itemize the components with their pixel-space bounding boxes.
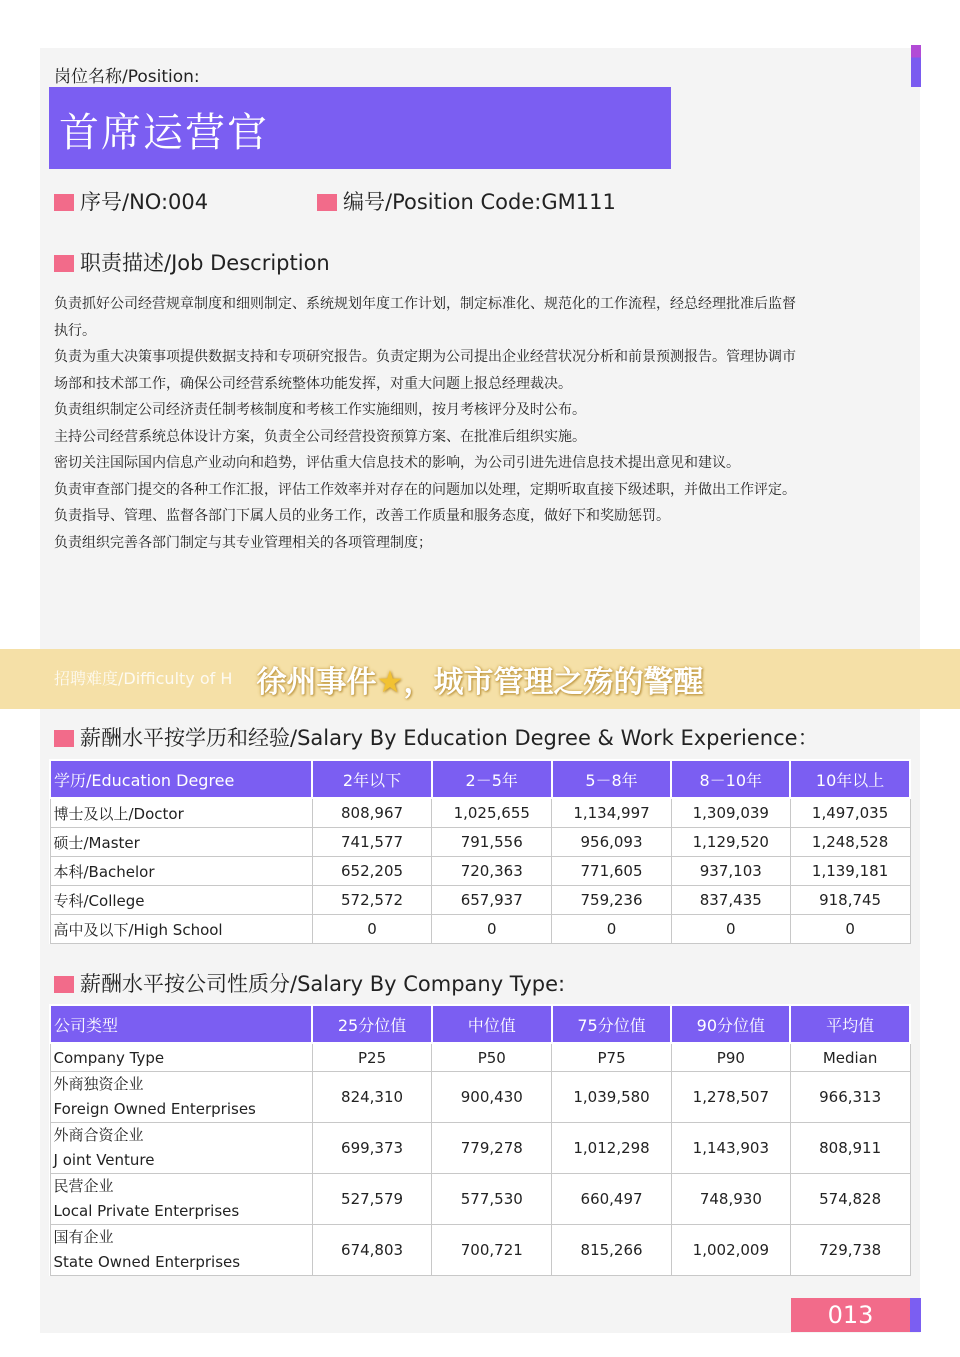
table-cell: 0 [432,915,552,944]
table-cell: 657,937 [432,886,552,915]
table-cell: 572,572 [312,886,432,915]
table-cell: 577,530 [432,1174,552,1225]
position-code-text: 编号/Position Code:GM111 [343,190,616,214]
row-label-en: Foreign Owned Enterprises [53,1100,256,1118]
table-cell: 759,236 [552,886,672,915]
serial-number [54,186,208,216]
subheader-cell: P25 [312,1043,432,1072]
header-cell: 8－10年 [671,760,790,798]
company-heading-text: 薪酬水平按公司性质分/Salary By Company Type: [80,972,566,996]
edu-salary-heading [54,722,819,752]
banner-title [0,657,960,701]
row-label [50,1174,312,1225]
row-label: 专科/College [50,886,312,915]
table-row [50,1174,910,1225]
table-cell: 741,577 [312,828,432,857]
row-label-cn: 国有企业 [53,1228,114,1246]
row-label-en: State Owned Enterprises [53,1253,241,1271]
table-cell: 1,309,039 [671,798,790,828]
table-cell: 729,738 [790,1225,910,1276]
subheader-cell: Company Type [50,1043,312,1072]
edu-salary-table [49,759,911,944]
table-cell: 956,093 [552,828,672,857]
table-cell: 748,930 [671,1174,790,1225]
table-cell: 1,134,997 [552,798,672,828]
table-cell: 900,430 [432,1072,552,1123]
table-header-row [50,760,910,798]
table-cell: 791,556 [432,828,552,857]
table-cell: 527,579 [312,1174,432,1225]
position-code [317,186,616,216]
table-cell: 1,012,298 [552,1123,672,1174]
jd-line: 负责组织完善各部门制定与其专业管理相关的各项管理制度； [54,534,432,551]
jd-line: 主持公司经营系统总体设计方案，负责全公司经营投资预算方案、在批准后组织实施。 [54,428,586,445]
header-cell: 中位值 [432,1005,552,1043]
jd-line: 负责为重大决策事项提供数据支持和专项研究报告。负责定期为公司提出企业经营状况分析和前景预测报告。管理协调市 [54,349,796,365]
row-label: 硕士/Master [50,828,312,857]
table-cell: 966,313 [790,1072,910,1123]
table-cell: 1,278,507 [671,1072,790,1123]
page-number: 013 [791,1298,910,1332]
pink-square-icon [317,194,337,211]
table-cell: 1,248,528 [790,828,910,857]
table-cell: 918,745 [790,886,910,915]
header-cell: 5－8年 [552,760,672,798]
table-cell: 0 [790,915,910,944]
header-cell: 2年以下 [312,760,432,798]
jd-line: 场部和技术部工作，确保公司经营系统整体功能发挥，对重大问题上报总经理裁决。 [54,375,572,392]
row-label-cn: 外商合资企业 [53,1126,144,1144]
table-cell: 1,039,580 [552,1072,672,1123]
job-description-heading [54,247,330,277]
table-cell: 0 [552,915,672,944]
position-title: 首席运营官 [59,110,269,156]
row-label: 高中及以下/High School [50,915,312,944]
banner-title-left: 徐州事件 [256,665,377,700]
table-cell: 720,363 [432,857,552,886]
table-cell: 824,310 [312,1072,432,1123]
row-label-en: J oint Venture [53,1151,155,1169]
table-cell: 1,139,181 [790,857,910,886]
row-label: 博士及以上/Doctor [50,798,312,828]
table-row [50,915,910,944]
table-cell: 771,605 [552,857,672,886]
table-cell: 699,373 [312,1123,432,1174]
pink-square-icon [54,976,74,993]
row-label-cn: 民营企业 [53,1177,114,1195]
subheader-cell: Median [790,1043,910,1072]
table-cell: 674,803 [312,1225,432,1276]
pink-square-icon [54,194,74,211]
row-label: 本科/Bachelor [50,857,312,886]
header-cell: 90分位值 [671,1005,790,1043]
table-cell: 815,266 [552,1225,672,1276]
position-label: 岗位名称/Position: [54,67,200,87]
header-cell: 10年以上 [790,760,910,798]
table-cell: 0 [671,915,790,944]
jd-line: 负责组织制定公司经济责任制考核制度和考核工作实施细则，按月考核评分及时公布。 [54,402,586,418]
header-cell: 25分位值 [312,1005,432,1043]
subheader-cell: P50 [432,1043,552,1072]
table-header-row [50,1005,910,1043]
page-number-accent [910,1298,921,1332]
row-label [50,1072,312,1123]
jd-line: 密切关注国际国内信息产业动向和趋势，评估重大信息技术的影响，为公司引进先进信息技术提出意见和建议。 [54,455,740,471]
jd-heading-text: 职责描述/Job Description [80,251,330,275]
job-description-body [54,291,914,556]
row-label [50,1225,312,1276]
banner-title-right: ，城市管理之殇的警醒 [403,665,704,700]
table-row [50,1123,910,1174]
table-cell: 837,435 [671,886,790,915]
table-cell: 779,278 [432,1123,552,1174]
serial-text: 序号/NO:004 [80,190,209,214]
header-cell: 平均值 [790,1005,910,1043]
header-cell: 75分位值 [552,1005,672,1043]
table-row [50,886,910,915]
row-label-en: Local Private Enterprises [53,1202,240,1220]
subheader-cell: P90 [671,1043,790,1072]
table-cell: 0 [312,915,432,944]
subheader-cell: P75 [552,1043,672,1072]
table-row [50,1225,910,1276]
jd-line: 负责指导、管理、监督各部门下属人员的业务工作，改善工作质量和服务态度，做好下和奖励惩罚。 [54,508,670,524]
table-row [50,828,910,857]
table-cell: 574,828 [790,1174,910,1225]
edu-heading-text: 薪酬水平按学历和经验/Salary By Education Degree & Work Experience： [80,726,819,750]
jd-line: 执行。 [54,322,96,339]
pink-square-icon [54,255,74,272]
corner-accent-bar [911,45,921,87]
table-cell: 1,143,903 [671,1123,790,1174]
table-cell: 1,002,009 [671,1225,790,1276]
table-cell: 700,721 [432,1225,552,1276]
table-cell: 652,205 [312,857,432,886]
jd-line: 负责抓好公司经营规章制度和细则制定、系统规划年度工作计划，制定标准化、规范化的工作流程，经总经理批准后监督 [54,296,796,312]
table-cell: 1,025,655 [432,798,552,828]
row-label [50,1123,312,1174]
table-cell: 937,103 [671,857,790,886]
table-cell: 1,497,035 [790,798,910,828]
table-cell: 808,911 [790,1123,910,1174]
table-row [50,857,910,886]
table-subheader-row [50,1043,910,1072]
table-cell: 1,129,520 [671,828,790,857]
title-bar [49,87,671,169]
header-cell: 学历/Education Degree [50,760,312,798]
banner-faint-heading: 招聘难度/Difficulty of H [54,669,233,688]
pink-square-icon [54,730,74,747]
header-cell: 2－5年 [432,760,552,798]
star-icon: ★ [376,665,404,700]
header-cell: 公司类型 [50,1005,312,1043]
table-cell: 808,967 [312,798,432,828]
company-salary-table [49,1004,911,1276]
row-label-cn: 外商独资企业 [53,1075,144,1093]
table-cell: 660,497 [552,1174,672,1225]
table-row [50,1072,910,1123]
company-salary-heading [54,968,565,998]
table-row [50,798,910,828]
jd-line: 负责审查部门提交的各种工作汇报，评估工作效率并对存在的问题加以处理，定期听取直接下级述职，并做出工作评定。 [54,481,796,498]
